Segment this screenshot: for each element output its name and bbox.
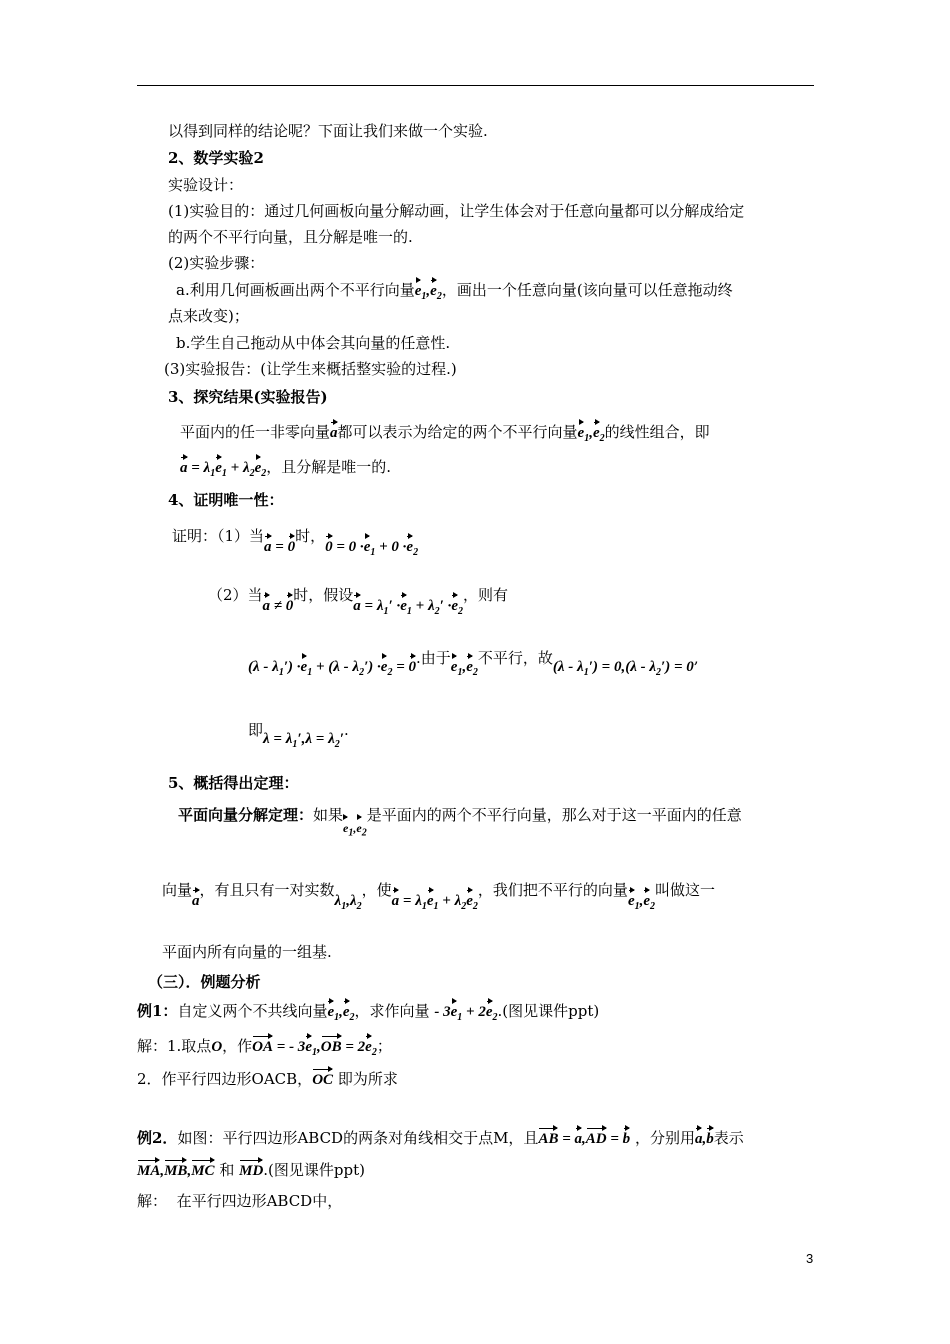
paragraph-line: 点来改变)； (168, 307, 249, 325)
paragraph-line: 实验设计： (168, 176, 244, 194)
paragraph-line: 以得到同样的结论呢？下面让我们来做一个实验. (168, 122, 488, 140)
paragraph-line: b.学生自己拖动从中体会其向量的任意性. (176, 334, 451, 352)
section-heading-3: 3、探究结果(实验报告) (168, 388, 328, 406)
paragraph-line: a.利用几何画板画出两个不平行向量$e_1,e_2$，画出一个任意向量(该向量可以任意拖动终 (176, 281, 733, 302)
solution-line: 解： 在平行四边形ABCD中， (137, 1192, 343, 1210)
section-heading-examples: （三）．例题分析 (148, 973, 261, 991)
proof-line: （2）当a ≠ 0时，假设$a = \lambda_1' \cdot e_1 + \lambda_2' \cdot e_2$，则有 (208, 586, 509, 617)
page-number: 3 (806, 1251, 814, 1266)
theorem-line: 平面内所有向量的一组基. (162, 943, 332, 961)
paragraph-line: (1)实验目的：通过几何画板向量分解动画，让学生体会对于任意向量都可以分解成给定 (168, 202, 745, 220)
paragraph-line: 平面内的任一非零向量a都可以表示为给定的两个不平行向量$e_1,e_2$的线性组合，即 (180, 423, 710, 444)
proof-line: $(\lambda - \lambda_1') \cdot e_1 + (\lambda - \lambda_2') \cdot e_2 = 0$.由于$e_1,e_2$不平行，故$(\lambda - \lambda_1') = 0,(\lambda - \lambda_2') = 0$, (248, 649, 699, 678)
paragraph-line: 的两个不平行向量，且分解是唯一的. (168, 228, 413, 246)
equation-line: $a = \lambda_1e_1 + \lambda_2e_2$，且分解是唯一的. (180, 458, 392, 479)
theorem-line: 平面向量分解定理：如果$_{e_1,e_2}$是平面内的两个不平行向量，那么对于这一平面内的任意 (178, 806, 742, 839)
paragraph-line: (2)实验步骤： (168, 254, 265, 272)
solution-line: 解：1.取点O，作OA = - $3e_1,OB = 2e_2$； (137, 1037, 392, 1058)
paragraph-line: (3)实验报告：(让学生来概括整实验的过程.) (164, 360, 457, 378)
solution-line: 2．作平行四边形OACB，OC 即为所求 (137, 1070, 398, 1088)
example-line: 例2．如图：平行四边形ABCD的两条对角线相交于点M，且AB = a,AD = b ，分别用a,b表示 (137, 1129, 744, 1147)
section-heading-2: 2、数学实验2 (168, 149, 264, 167)
example-line: 例1：自定义两个不共线向量$e_1,e_2$，求作向量 - $3e_1 + 2e_2$.(图见课件ppt) (137, 1002, 600, 1023)
theorem-line: 向量a，有且只有一对实数$\lambda_1,\lambda_2$，使$a = \lambda_1e_1 + \lambda_2e_2$，我们把不平行的向量$e_1,e_2$叫做这一 (162, 881, 716, 912)
header-rule (137, 85, 814, 86)
section-heading-5: 5、概括得出定理： (168, 774, 299, 792)
proof-line: 证明：（1）当a = 0时，$0 = 0 \cdot e_1 + 0 \cdot e_2$ (172, 527, 419, 558)
example-line: MA,MB,MC 和 MD.(图见课件ppt) (137, 1161, 365, 1179)
section-heading-4: 4、证明唯一性： (168, 491, 284, 509)
proof-line: 即$\lambda = \lambda_1',\lambda = \lambda_2'$. (248, 721, 349, 750)
